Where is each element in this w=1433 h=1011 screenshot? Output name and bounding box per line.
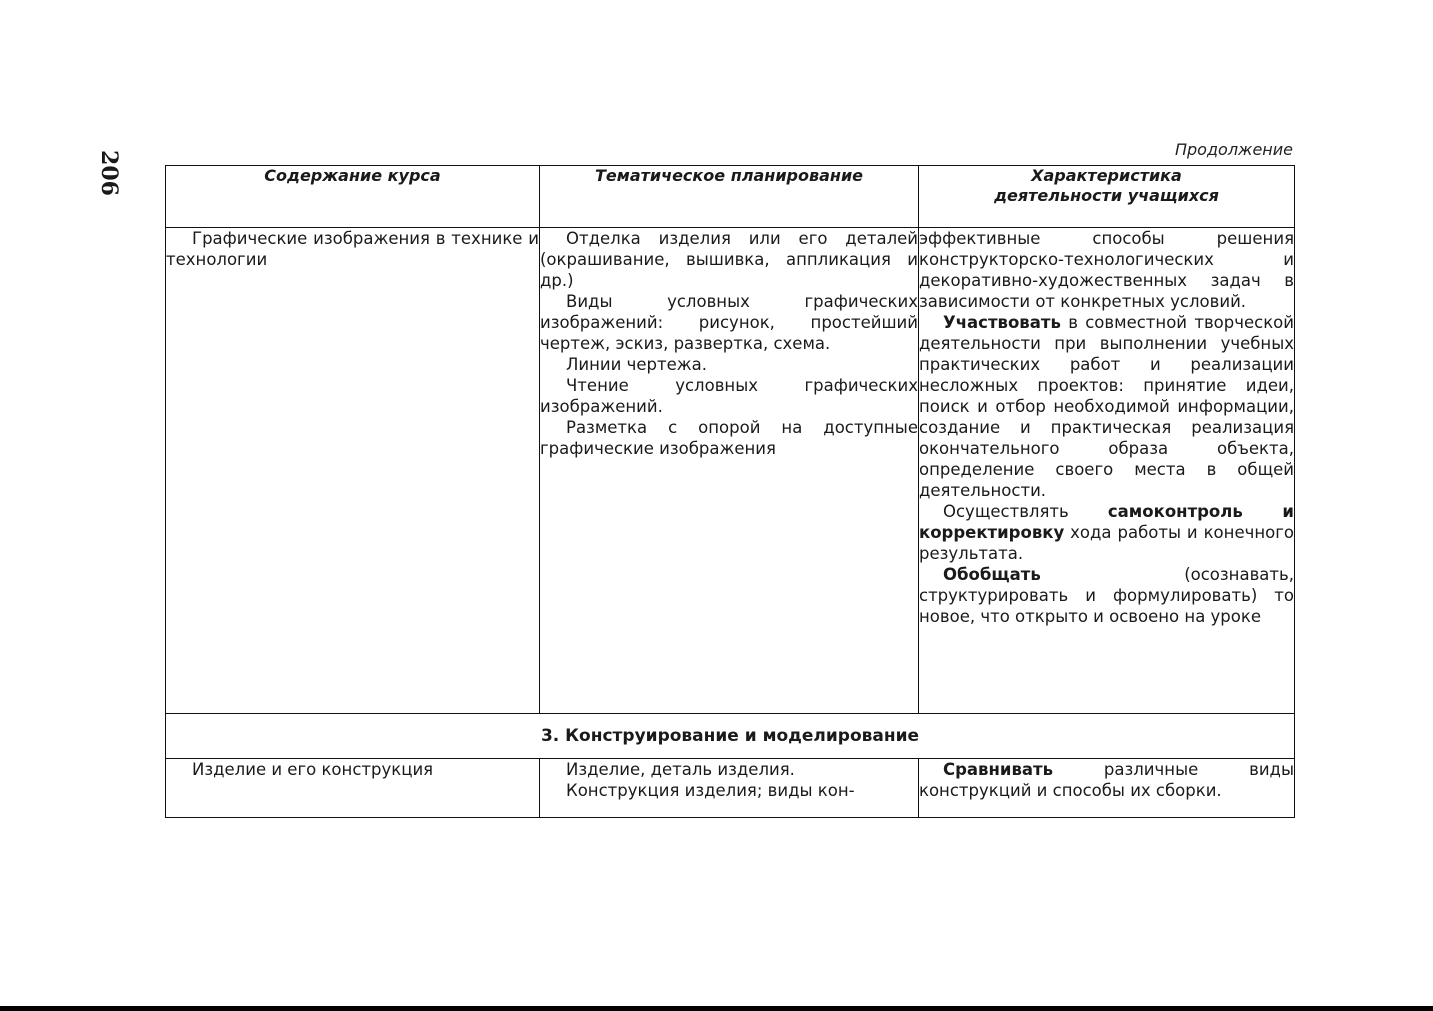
activity-verb: самоконтроль и корректировку [919,502,1294,542]
header-student-activity [919,166,1295,228]
planning-item: Конструкция изделия; виды кон- [566,781,855,800]
activity-verb: Обобщать [943,565,1041,584]
table-header-row [166,166,1295,228]
cell-activity [919,228,1295,714]
header-thematic-planning: Тематическое планирование [540,166,919,228]
planning-item: Отделка изделия или его деталей (окрашивание, вышивка, аппликация и др.) [540,229,918,290]
activity-text: Осуществлять [943,502,1108,521]
section-title: 3. Конструирование и моделирование [166,714,1295,759]
continuation-label: Продолжение [1174,140,1293,159]
table-row [166,228,1295,714]
activity-paragraph [919,501,1294,564]
page-number: 206 [96,150,122,196]
cell-planning [540,759,919,818]
planning-item: Изделие, деталь изделия. [566,760,795,779]
section-header-row [166,714,1295,759]
content-text: Изделие и его конструкция [192,760,434,779]
cell-activity [919,759,1295,818]
page-bottom-edge [0,1006,1433,1011]
activity-paragraph: эффективные способы решения конструкторско-технологических и декоративно-художественных задач в зависимости от конкретных условий. [919,229,1294,311]
activity-text: хода работы и конечного результата. [919,523,1294,563]
cell-content [166,228,540,714]
activity-text: в совместной творческой деятельности при выполнении учебных практических работ и реализации несложных проектов: принятие идеи, поиск и отбор необходимой информации, создание и практическая реализация окончательного образа объекта, определение своего места в общей деятельности. [919,313,1294,500]
activity-verb: Участвовать [943,313,1061,332]
activity-paragraph [919,564,1294,627]
course-table [165,165,1295,818]
activity-text: различные виды конструкций и способы их сборки. [919,760,1294,800]
header-student-activity-line2: деятельности учащихся [994,186,1219,205]
activity-paragraph [919,312,1294,501]
cell-planning [540,228,919,714]
table-row [166,759,1295,818]
header-student-activity-line1: Характеристика [1031,166,1182,185]
planning-item: Линии чертежа. [566,355,707,374]
header-course-content: Содержание курса [166,166,540,228]
activity-verb: Сравнивать [943,760,1054,779]
planning-item: Разметка с опорой на доступные графические изображения [540,418,918,458]
cell-content [166,759,540,818]
planning-item: Чтение условных графических изображений. [540,376,918,416]
activity-text: (осознавать, структурировать и формулировать) то новое, что открыто и освоено на уроке [919,565,1294,626]
content-text: Графические изображения в технике и технологии [166,229,539,269]
activity-paragraph [919,759,1294,801]
planning-item: Виды условных графических изображений: рисунок, простейший чертеж, эскиз, развертка, схема. [540,292,918,353]
